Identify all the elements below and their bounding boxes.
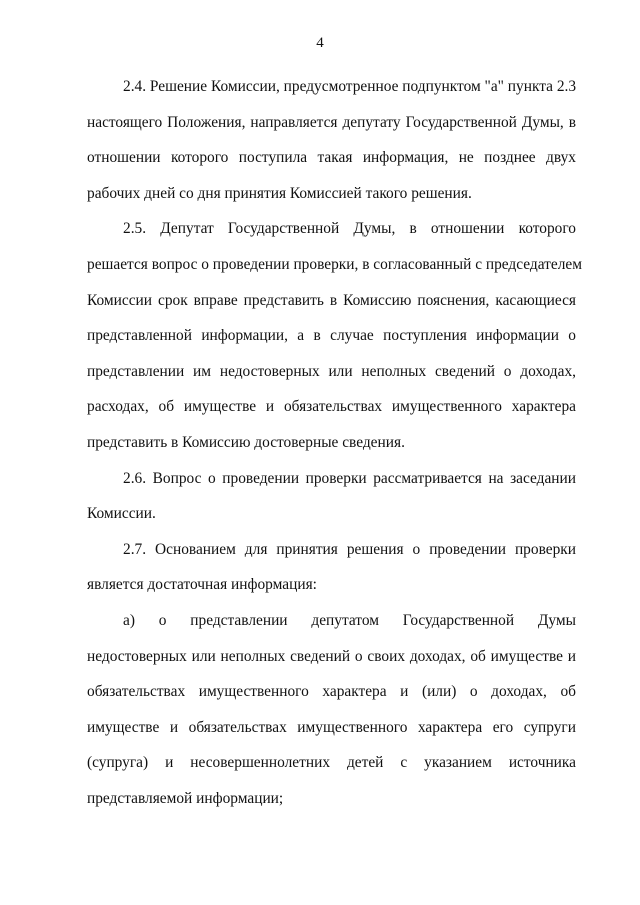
paragraph-2-6	[87, 467, 576, 538]
paragraph-line: 2.5. Депутат Государственной Думы, в отношении которого	[123, 220, 576, 238]
paragraph-line: представляемой информации;	[87, 789, 284, 807]
paragraph-line: 2.4. Решение Комиссии, предусмотренное подпунктом "а" пункта 2.3	[123, 78, 577, 95]
paragraph-line: представленной информации, а в случае поступления информации о	[87, 327, 576, 345]
paragraph-line: недостоверных или неполных сведений о своих доходах, об имуществе и	[87, 647, 576, 665]
paragraph-line: 2.6. Вопрос о проведении проверки рассматривается на заседании	[123, 469, 576, 487]
paragraph-2-4	[87, 75, 576, 217]
paragraph-2-7	[87, 538, 576, 609]
paragraph-line: рабочих дней со дня принятия Комиссией такого решения.	[87, 184, 472, 202]
paragraph-line: является достаточная информация:	[87, 576, 317, 594]
paragraph-line: имуществе и обязательствах имущественного характера его супруги	[87, 718, 576, 736]
paragraph-line: а) о представлении депутатом Государственной Думы	[123, 611, 576, 629]
paragraph-line: Комиссии срок вправе представить в Комиссию пояснения, касающиеся	[87, 291, 576, 309]
paragraph-2-7-a	[87, 609, 576, 823]
paragraph-line: решается вопрос о проведении проверки, в согласованный с председателем	[87, 255, 582, 273]
paragraph-line: отношении которого поступила такая информация, не позднее двух	[87, 149, 576, 167]
paragraph-2-5	[87, 217, 582, 466]
paragraph-line: представлении им недостоверных или неполных сведений о доходах,	[87, 362, 576, 380]
paragraph-line: представить в Комиссию достоверные сведения.	[87, 433, 405, 451]
document-body	[87, 75, 582, 822]
paragraph-line: 2.7. Основанием для принятия решения о проведении проверки	[123, 540, 576, 558]
page-number: 4	[316, 35, 324, 51]
paragraph-line: (супруга) и несовершеннолетних детей с указанием источника	[87, 754, 576, 772]
paragraph-line: расходах, об имуществе и обязательствах имущественного характера	[87, 398, 576, 416]
paragraph-line: Комиссии.	[87, 505, 156, 523]
paragraph-line: обязательствах имущественного характера и (или) о доходах, об	[87, 683, 576, 701]
paragraph-line: настоящего Положения, направляется депутату Государственной Думы, в	[87, 113, 576, 131]
